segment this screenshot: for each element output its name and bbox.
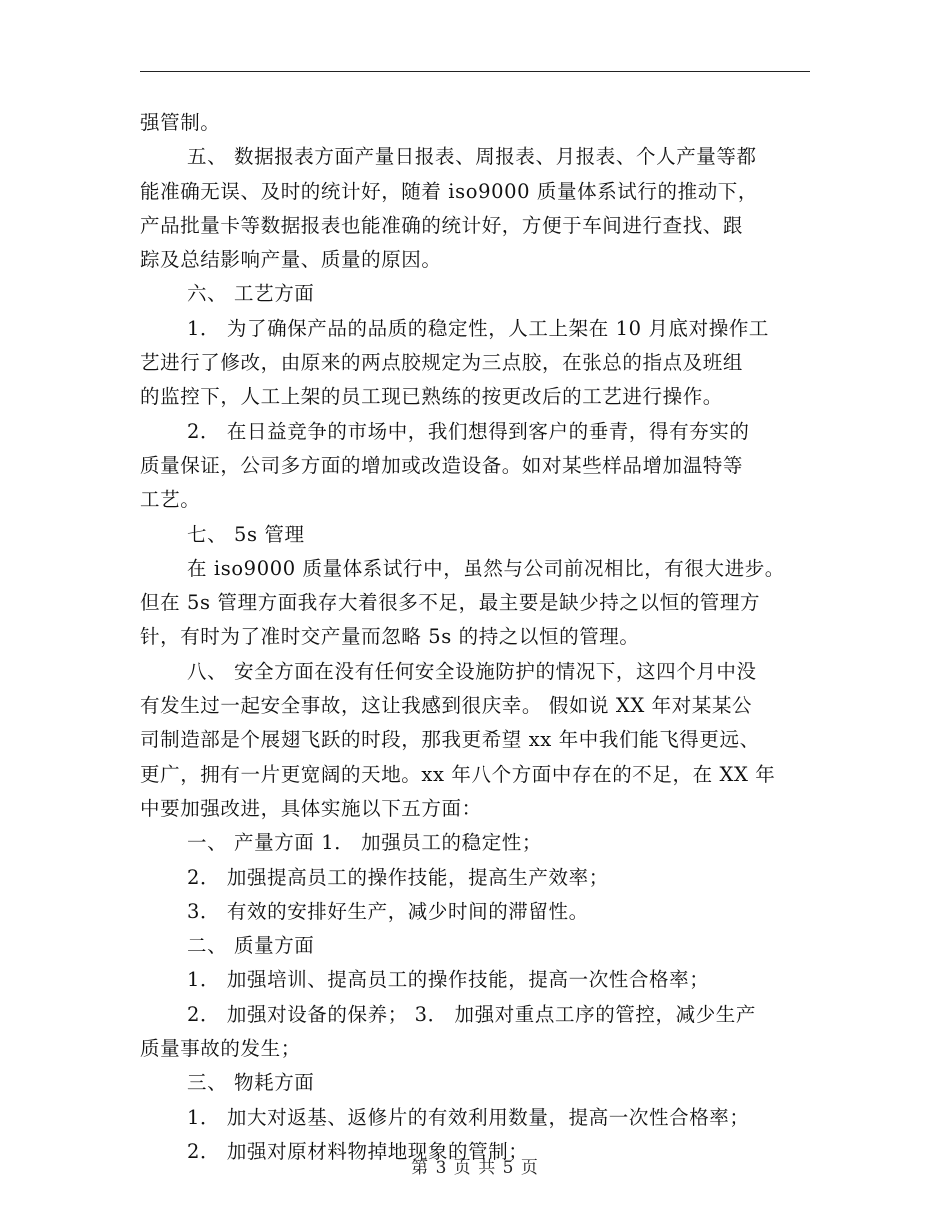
list-item: 1． 加大对返基、返修片的有效利用数量，提高一次性合格率； [187, 1105, 750, 1129]
section-heading: 六、 工艺方面 [187, 282, 315, 306]
text-line: 艺进行了修改，由原来的两点胶规定为三点胶，在张总的指点及班组 [140, 351, 744, 375]
header-rule [140, 71, 810, 72]
text-line: 1． 为了确保产品的品质的稳定性，人工上架在 10 月底对操作工 [187, 316, 770, 340]
text-line: 在 iso9000 质量体系试行中，虽然与公司前况相比，有很大进步。 [187, 556, 785, 580]
list-item: 2． 加强提高员工的操作技能，提高生产效率； [187, 865, 609, 889]
text-line: 2． 在日益竞争的市场中，我们想得到客户的垂青，得有夯实的 [187, 419, 750, 443]
text-line: 强管制。 [140, 111, 221, 134]
list-item: 一、 产量方面 1． 加强员工的稳定性； [187, 831, 543, 855]
page-number-footer: 第 3 页 共 5 页 [411, 1158, 539, 1178]
text-line: 针，有时为了准时交产量而忽略 5s 的持之以恒的管理。 [140, 625, 640, 649]
text-line: 质量事故的发生； [140, 1037, 301, 1061]
section-heading: 七、 5s 管理 [187, 522, 305, 546]
text-line: 踪及总结影响产量、质量的原因。 [140, 248, 442, 272]
text-line: 司制造部是个展翅飞跃的时段，那我更希望 xx 年中我们能飞得更远、 [140, 728, 760, 752]
list-item: 1． 加强培训、提高员工的操作技能，提高一次性合格率； [187, 968, 710, 992]
text-line: 更广，拥有一片更宽阔的天地。xx 年八个方面中存在的不足，在 XX 年 [140, 762, 776, 786]
text-line: 能准确无误、及时的统计好，随着 iso9000 质量体系试行的推动下， [140, 179, 759, 203]
list-item: 2． 加强对设备的保养； 3． 加强对重点工序的管控，减少生产 [187, 1002, 757, 1026]
list-item: 3． 有效的安排好生产，减少时间的滞留性。 [187, 899, 589, 923]
list-item: 2． 加强对原材料物掉地现象的管制； [187, 1139, 529, 1163]
section-heading: 三、 物耗方面 [187, 1071, 315, 1095]
text-line: 工艺。 [140, 488, 201, 512]
document-body [140, 106, 810, 1169]
text-line: 有发生过一起安全事故，这让我感到很庆幸。 假如说 XX 年对某某公 [140, 694, 753, 718]
section-heading: 二、 质量方面 [187, 934, 315, 958]
text-line: 中要加强改进，具体实施以下五方面： [140, 796, 482, 820]
text-line: 五、 数据报表方面产量日报表、周报表、月报表、个人产量等都 [187, 145, 757, 169]
text-line: 八、 安全方面在没有任何安全设施防护的情况下，这四个月中没 [187, 659, 757, 683]
text-line: 产品批量卡等数据报表也能准确的统计好，方便于车间进行查找、跟 [140, 213, 744, 237]
text-line: 质量保证，公司多方面的增加或改造设备。如对某些样品增加温特等 [140, 453, 744, 477]
text-line: 的监控下，人工上架的员工现已熟练的按更改后的工艺进行操作。 [140, 385, 723, 409]
text-line: 但在 5s 管理方面我存大着很多不足，最主要是缺少持之以恒的管理方 [140, 591, 761, 615]
